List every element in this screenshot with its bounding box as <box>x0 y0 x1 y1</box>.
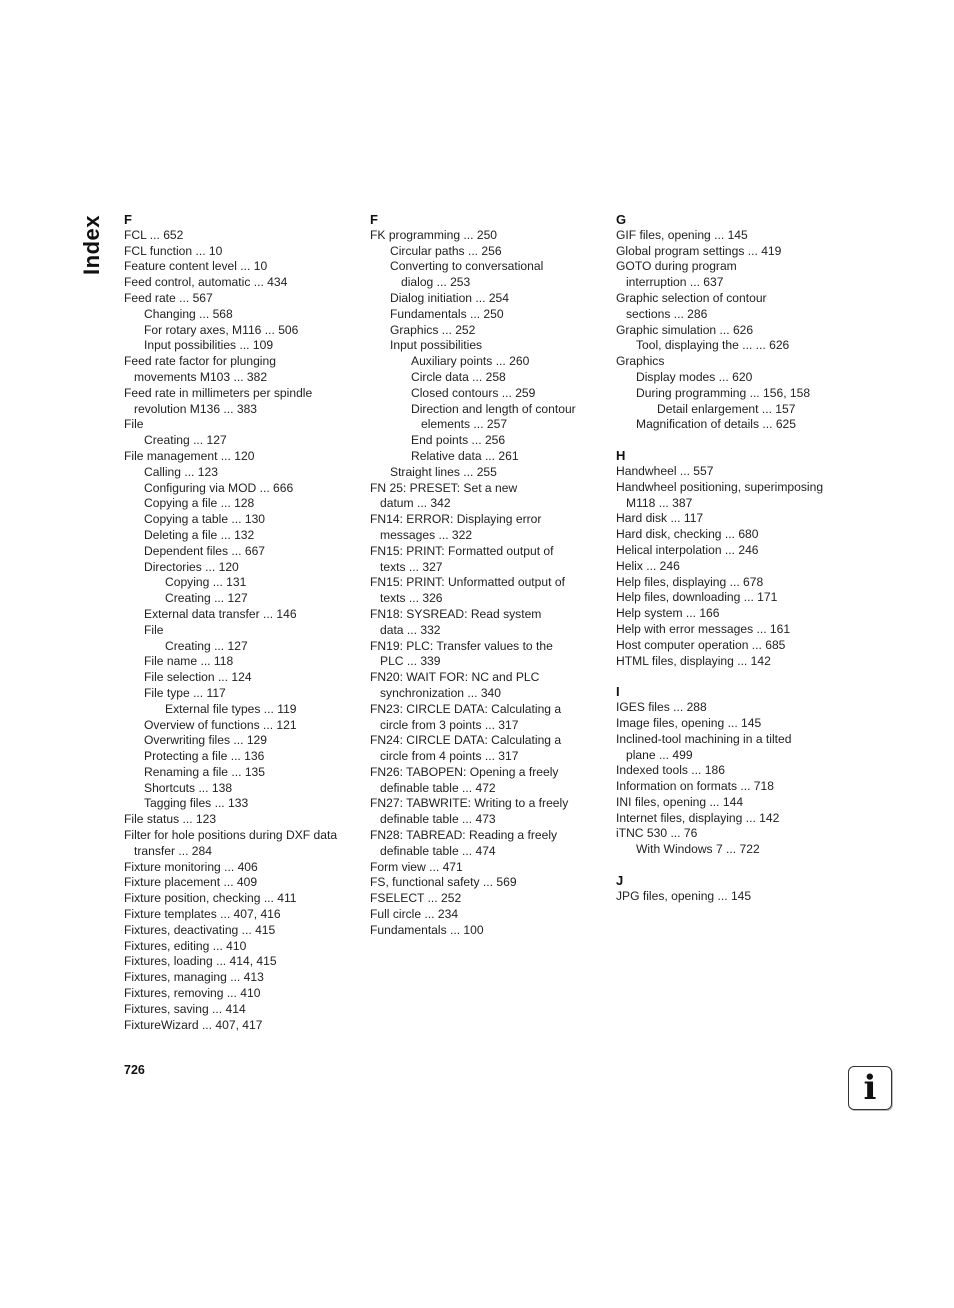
index-entry: Overview of functions ... 121 <box>144 717 297 732</box>
index-entry: transfer ... 284 <box>134 843 212 858</box>
index-entry: Converting to conversational <box>390 259 544 274</box>
index-entry: Direction and length of contour <box>411 401 576 416</box>
index-entry: Fundamentals ... 100 <box>370 922 484 937</box>
index-entry: movements M103 ... 382 <box>134 369 268 384</box>
index-entry: plane ... 499 <box>626 747 693 762</box>
index-entry: Creating ... 127 <box>165 638 248 653</box>
index-entry: File type ... 117 <box>144 685 226 700</box>
index-entry: Inclined-tool machining in a tilted <box>616 731 792 746</box>
index-column-2 <box>370 212 606 954</box>
index-entry: definable table ... 473 <box>380 812 496 827</box>
index-entry: datum ... 342 <box>380 496 451 511</box>
index-entry: Feed control, automatic ... 434 <box>124 275 288 290</box>
index-entry: Graphics <box>616 354 665 369</box>
index-entry: Fixture placement ... 409 <box>124 875 258 890</box>
index-entry: synchronization ... 340 <box>380 685 502 700</box>
index-column-1 <box>124 212 360 1048</box>
index-entry: FN 25: PRESET: Set a new <box>370 480 518 495</box>
index-entry: Renaming a file ... 135 <box>144 764 266 779</box>
index-entry: Graphic simulation ... 626 <box>616 322 754 337</box>
index-entry: Relative data ... 261 <box>411 448 519 463</box>
index-entry: Copying ... 131 <box>165 575 247 590</box>
index-entry: Helix ... 246 <box>616 558 680 573</box>
index-entry: Helical interpolation ... 246 <box>616 542 759 557</box>
index-entry: Closed contours ... 259 <box>411 385 536 400</box>
index-entry: Fixtures, saving ... 414 <box>124 1001 246 1016</box>
index-entry: data ... 332 <box>380 622 441 637</box>
index-entry: Magnification of details ... 625 <box>636 417 797 432</box>
index-entry: Dependent files ... 667 <box>144 543 266 558</box>
index-entry: Tool, displaying the ... ... 626 <box>636 338 790 353</box>
index-entry: Deleting a file ... 132 <box>144 527 255 542</box>
index-column-3 <box>616 212 852 920</box>
index-entry: Form view ... 471 <box>370 859 463 874</box>
index-entry: Graphics ... 252 <box>390 322 476 337</box>
index-entry: dialog ... 253 <box>401 275 471 290</box>
index-section-f <box>370 212 606 939</box>
index-entry: definable table ... 474 <box>380 843 496 858</box>
section-letter: F <box>370 212 378 227</box>
index-entry: FCL ... 652 <box>124 227 184 242</box>
index-entry: Creating ... 127 <box>144 433 227 448</box>
index-entry: File name ... 118 <box>144 654 234 669</box>
index-entry: Handwheel ... 557 <box>616 463 714 478</box>
index-entry: Changing ... 568 <box>144 306 233 321</box>
index-entry: circle from 3 points ... 317 <box>380 717 519 732</box>
index-entry: FN23: CIRCLE DATA: Calculating a <box>370 701 562 716</box>
index-entry: Auxiliary points ... 260 <box>411 354 530 369</box>
index-entry: FN27: TABWRITE: Writing to a freely <box>370 796 569 811</box>
index-entry: Graphic selection of contour <box>616 290 767 305</box>
index-entry: External file types ... 119 <box>165 701 297 716</box>
index-entry: File status ... 123 <box>124 812 217 827</box>
index-entry: Hard disk ... 117 <box>616 511 704 526</box>
index-entry: File selection ... 124 <box>144 670 252 685</box>
index-entry: Dialog initiation ... 254 <box>390 290 509 305</box>
index-entry: FN26: TABOPEN: Opening a freely <box>370 764 559 779</box>
index-entry: Fixture position, checking ... 411 <box>124 891 297 906</box>
index-entry: Copying a file ... 128 <box>144 496 255 511</box>
section-letter: H <box>616 448 626 464</box>
index-entry: revolution M136 ... 383 <box>134 401 258 416</box>
index-entry: File management ... 120 <box>124 448 255 463</box>
index-entry: Feed rate factor for plunging <box>124 354 276 369</box>
index-entry: Host computer operation ... 685 <box>616 637 786 652</box>
index-entry: File <box>124 417 144 432</box>
index-entry: Copying a table ... 130 <box>144 512 266 527</box>
index-entry: Help files, displaying ... 678 <box>616 574 764 589</box>
index-entry: PLC ... 339 <box>380 654 441 669</box>
page-number: 726 <box>124 1063 145 1077</box>
index-entry: Help files, downloading ... 171 <box>616 590 778 605</box>
index-entry: With Windows 7 ... 722 <box>636 842 760 857</box>
index-section-g <box>616 212 852 433</box>
index-entry: interruption ... 637 <box>626 275 724 290</box>
index-entry: Fundamentals ... 250 <box>390 306 504 321</box>
index-entry: Handwheel positioning, superimposing <box>616 479 824 494</box>
index-entry: texts ... 327 <box>380 559 443 574</box>
index-entry: For rotary axes, M116 ... 506 <box>144 322 299 337</box>
index-entry: FSELECT ... 252 <box>370 891 462 906</box>
index-entry: FN19: PLC: Transfer values to the <box>370 638 553 653</box>
index-entry: FS, functional safety ... 569 <box>370 875 517 890</box>
section-letter: G <box>616 212 627 227</box>
index-entry: Directories ... 120 <box>144 559 239 574</box>
index-entry: Display modes ... 620 <box>636 369 753 384</box>
index-entry: Fixture templates ... 407, 416 <box>124 907 281 922</box>
index-entry: Image files, opening ... 145 <box>616 715 762 730</box>
index-entry: Shortcuts ... 138 <box>144 780 233 795</box>
index-entry: Fixtures, editing ... 410 <box>124 938 247 953</box>
index-entry: Feed rate in millimeters per spindle <box>124 385 313 400</box>
index-entry: Detail enlargement ... 157 <box>657 401 796 416</box>
index-entry: JPG files, opening ... 145 <box>616 888 752 903</box>
index-entry: sections ... 286 <box>626 306 708 321</box>
index-entry: FK programming ... 250 <box>370 227 498 242</box>
index-entry: Input possibilities ... 109 <box>144 338 274 353</box>
index-section-f <box>124 212 360 1033</box>
index-entry: FN14: ERROR: Displaying error <box>370 512 542 527</box>
index-entry: FN18: SYSREAD: Read system <box>370 606 542 621</box>
index-entry: Calling ... 123 <box>144 464 218 479</box>
section-letter: J <box>616 873 624 889</box>
index-entry: FixtureWizard ... 407, 417 <box>124 1017 263 1032</box>
index-entry: FN24: CIRCLE DATA: Calculating a <box>370 733 562 748</box>
index-entry: Hard disk, checking ... 680 <box>616 527 759 542</box>
index-section-j <box>616 873 852 905</box>
index-entry: FN28: TABREAD: Reading a freely <box>370 828 558 843</box>
index-entry: FCL function ... 10 <box>124 243 223 258</box>
section-letter: F <box>124 212 132 227</box>
index-entry: FN15: PRINT: Unformatted output of <box>370 575 565 590</box>
index-entry: Circle data ... 258 <box>411 369 506 384</box>
index-entry: Protecting a file ... 136 <box>144 749 265 764</box>
index-entry: FN20: WAIT FOR: NC and PLC <box>370 670 540 685</box>
index-entry: Tagging files ... 133 <box>144 796 249 811</box>
index-entry: Straight lines ... 255 <box>390 464 497 479</box>
index-entry: elements ... 257 <box>421 417 508 432</box>
index-entry: Fixtures, managing ... 413 <box>124 970 264 985</box>
index-side-title <box>78 214 106 276</box>
index-entry: Fixture monitoring ... 406 <box>124 859 258 874</box>
index-entry: circle from 4 points ... 317 <box>380 749 519 764</box>
index-entry: During programming ... 156, 158 <box>636 385 811 400</box>
index-entry: Indexed tools ... 186 <box>616 763 725 778</box>
index-entry: Fixtures, deactivating ... 415 <box>124 922 276 937</box>
index-section-i <box>616 684 852 858</box>
index-entry: Circular paths ... 256 <box>390 243 502 258</box>
index-entry: Global program settings ... 419 <box>616 243 782 258</box>
index-entry: iTNC 530 ... 76 <box>616 826 698 841</box>
index-entry: Input possibilities <box>390 338 483 353</box>
index-entry: Feed rate ... 567 <box>124 290 213 305</box>
index-section-h <box>616 448 852 669</box>
index-entry: Help with error messages ... 161 <box>616 621 791 636</box>
index-entry: External data transfer ... 146 <box>144 606 297 621</box>
index-entry: Full circle ... 234 <box>370 907 459 922</box>
index-entry: File <box>144 622 164 637</box>
index-entry: Creating ... 127 <box>165 591 248 606</box>
index-entry: Fixtures, loading ... 414, 415 <box>124 954 277 969</box>
index-entry: HTML files, displaying ... 142 <box>616 653 771 668</box>
index-entry: GIF files, opening ... 145 <box>616 227 748 242</box>
index-entry: messages ... 322 <box>380 527 473 542</box>
index-entry: Overwriting files ... 129 <box>144 733 267 748</box>
index-entry: texts ... 326 <box>380 591 443 606</box>
side-title-text: Index <box>79 215 104 275</box>
index-entry: GOTO during program <box>616 259 737 274</box>
index-entry: Internet files, displaying ... 142 <box>616 810 780 825</box>
index-entry: Feature content level ... 10 <box>124 259 268 274</box>
index-entry: Filter for hole positions during DXF data <box>124 828 338 843</box>
info-icon-glyph: i <box>863 1068 877 1108</box>
index-entry: INI files, opening ... 144 <box>616 794 744 809</box>
index-entry: FN15: PRINT: Formatted output of <box>370 543 554 558</box>
index-entry: M118 ... 387 <box>626 495 693 510</box>
index-entry: End points ... 256 <box>411 433 506 448</box>
index-entry: Configuring via MOD ... 666 <box>144 480 294 495</box>
index-entry: IGES files ... 288 <box>616 700 707 715</box>
index-entry: Fixtures, removing ... 410 <box>124 986 261 1001</box>
index-entry: definable table ... 472 <box>380 780 496 795</box>
index-entry: Help system ... 166 <box>616 606 720 621</box>
index-entry: Information on formats ... 718 <box>616 779 774 794</box>
info-icon <box>848 1066 892 1110</box>
section-letter: I <box>616 684 620 700</box>
